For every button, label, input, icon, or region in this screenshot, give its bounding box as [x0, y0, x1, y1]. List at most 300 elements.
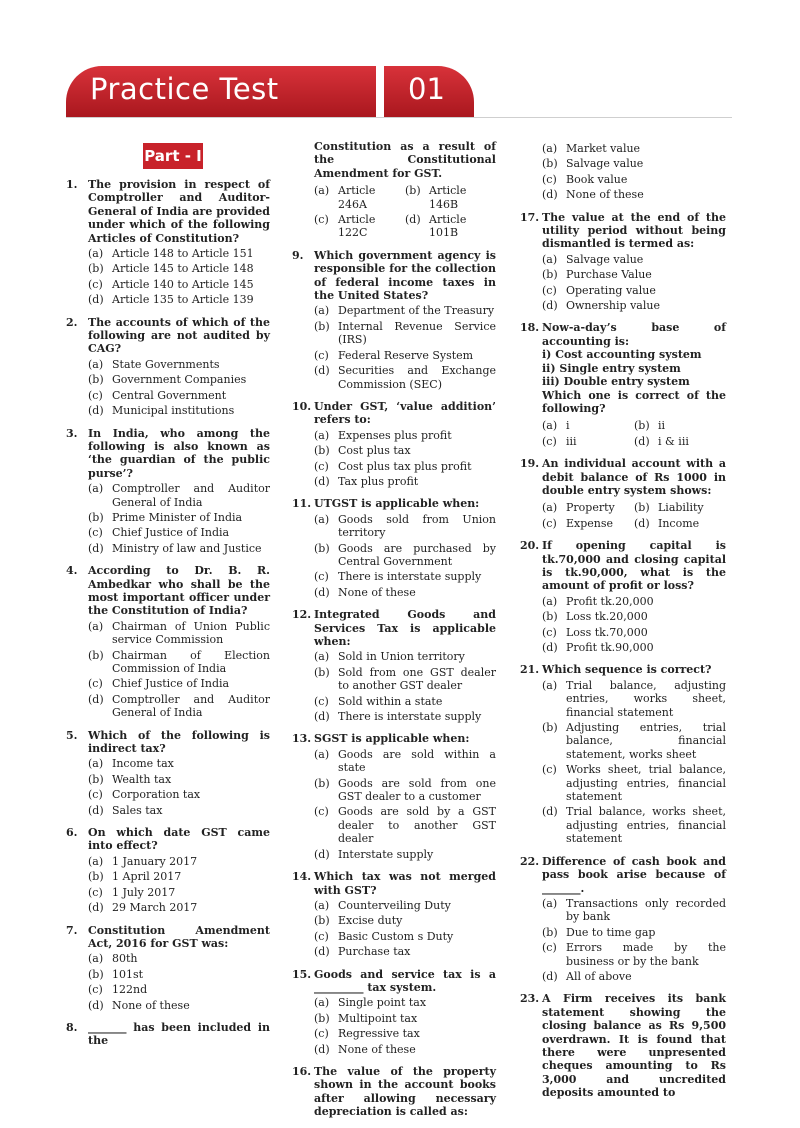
option-letter: (b): [542, 268, 558, 282]
question-number: 21.: [520, 663, 540, 677]
answer-option: [88, 757, 270, 770]
option-text: Regressive tax: [338, 1027, 420, 1041]
option-text: i & iii: [658, 434, 689, 448]
question-number: 17.: [520, 210, 540, 224]
answer-option: [88, 278, 270, 291]
question-number: 5.: [66, 728, 78, 742]
option-text: Department of the Treasury: [338, 304, 495, 318]
option-letter: (d): [634, 516, 650, 530]
question-text: SGST is applicable when:: [314, 732, 470, 746]
answer-option: [314, 848, 496, 861]
option-text: Loss tk.70,000: [566, 625, 648, 639]
question-item: [520, 211, 726, 313]
answer-option: [542, 595, 726, 608]
answer-option: [314, 899, 496, 912]
answer-option: [88, 247, 270, 260]
answer-option: [542, 763, 726, 803]
part-label: Part - I: [143, 143, 203, 169]
answer-option: [314, 444, 496, 457]
answer-option: [88, 542, 270, 555]
option-letter: (a): [88, 357, 104, 371]
option-letter: (d): [405, 213, 421, 227]
answer-option: [542, 188, 726, 201]
option-letter: (b): [314, 914, 330, 928]
options-list: [314, 996, 496, 1056]
option-letter: (b): [542, 721, 558, 735]
question-number: 10.: [292, 399, 312, 413]
question-item: [520, 457, 726, 530]
question-number: 18.: [520, 321, 540, 335]
answer-option: [542, 268, 726, 281]
option-letter: (d): [88, 404, 104, 418]
options-list: [88, 247, 270, 307]
option-letter: (a): [314, 512, 330, 526]
header-rule: [66, 117, 732, 118]
answer-option: [88, 677, 270, 690]
option-text: Salvage value: [566, 252, 644, 266]
answer-option: [88, 649, 270, 676]
option-text: Income: [658, 516, 700, 530]
answer-option: [314, 586, 496, 599]
option-text: Sold within a state: [338, 694, 443, 708]
option-letter: (d): [88, 293, 104, 307]
option-text: Central Government: [112, 388, 227, 402]
option-letter: (b): [314, 541, 330, 555]
option-letter: (a): [88, 247, 104, 261]
question-text: UTGST is applicable when:: [314, 497, 480, 511]
answer-option: [314, 429, 496, 442]
answer-option: [314, 945, 496, 958]
answer-option: [88, 389, 270, 402]
option-letter: (c): [314, 1027, 329, 1041]
answer-option: [314, 320, 496, 347]
answer-option: [542, 970, 726, 983]
answer-option: [542, 517, 634, 530]
question-text: Which government agency is responsible for the collection of federal income taxes in the United States?: [314, 248, 496, 303]
question-statement: i) Cost accounting system: [542, 348, 702, 362]
option-text: Government Companies: [112, 373, 247, 387]
answer-option: [88, 886, 270, 899]
option-letter: (b): [542, 157, 558, 171]
answer-option: [634, 435, 726, 448]
answer-option: [314, 930, 496, 943]
option-text: None of these: [338, 1042, 416, 1056]
question-text: An individual account with a debit balance of Rs 1000 in double entry system shows:: [542, 457, 726, 497]
option-text: Counterveiling Duty: [338, 898, 451, 912]
option-letter: (b): [88, 373, 104, 387]
option-text: Article 145 to Article 148: [112, 262, 254, 276]
answer-option: [88, 788, 270, 801]
option-letter: (a): [542, 142, 558, 155]
option-text: ii: [658, 419, 666, 433]
question-text: In India, who among the following is also known as ‘the guardian of the public purse’?: [88, 426, 270, 480]
option-letter: (a): [88, 757, 104, 771]
option-letter: (c): [542, 763, 557, 777]
option-letter: (d): [314, 364, 330, 378]
answer-option: [314, 475, 496, 488]
option-text: Trial balance, works sheet, adjusting entries, financial statement: [566, 805, 726, 846]
option-letter: (b): [314, 1011, 330, 1025]
answer-option: [314, 184, 405, 211]
options-list: [542, 253, 726, 313]
option-text: Comptroller and Auditor General of India: [112, 482, 270, 509]
answer-option: [314, 710, 496, 723]
question-item: [520, 539, 726, 654]
option-text: Sales tax: [112, 803, 163, 817]
option-letter: (d): [88, 803, 104, 817]
question-text: Constitution as a result of the Constitutional Amendment for GST.: [314, 140, 496, 180]
answer-option: [88, 983, 270, 996]
option-text: Property: [566, 501, 615, 515]
question-column-2: [292, 140, 496, 1128]
question-item: [66, 729, 270, 817]
options-list: [314, 748, 496, 861]
question-item: [66, 178, 270, 307]
option-letter: (b): [542, 925, 558, 939]
question-statement: ii) Single entry system: [542, 361, 681, 375]
option-text: Interstate supply: [338, 847, 434, 861]
question-item: [66, 1021, 270, 1048]
answer-option: [88, 358, 270, 371]
option-letter: (d): [542, 299, 558, 313]
option-text: Adjusting entries, trial balance, financial statement, works sheet: [566, 721, 726, 761]
answer-option: [634, 517, 726, 530]
question-item: [292, 140, 496, 240]
option-text: Chief Justice of India: [112, 526, 230, 540]
option-letter: (a): [314, 428, 330, 442]
answer-option: [542, 142, 726, 155]
option-letter: (b): [88, 510, 104, 524]
answer-option: [542, 641, 726, 654]
option-letter: (c): [314, 570, 329, 584]
answer-option: [88, 482, 270, 509]
answer-option: [542, 897, 726, 924]
option-text: Operating value: [566, 283, 656, 297]
option-letter: (a): [88, 482, 104, 496]
question-text: Which of the following is indirect tax?: [88, 728, 270, 756]
option-letter: (c): [314, 805, 329, 819]
question-text: Under GST, ‘value addition’ refers to:: [314, 399, 496, 427]
answer-option: [88, 373, 270, 386]
answer-option: [314, 996, 496, 1009]
options-list: [542, 897, 726, 983]
option-text: Expense: [566, 516, 614, 530]
option-letter: (a): [314, 650, 330, 664]
option-text: Article 101B: [429, 213, 467, 240]
option-letter: (d): [542, 969, 558, 983]
answer-option: [314, 1027, 496, 1040]
option-text: Federal Reserve System: [338, 348, 474, 362]
option-text: iii: [566, 434, 577, 448]
question-text: Goods and service tax is a _________ tax system.: [314, 967, 496, 994]
option-text: Ownership value: [566, 299, 660, 313]
question-item: [66, 316, 270, 418]
answer-option: [542, 253, 726, 266]
option-letter: (b): [88, 967, 104, 981]
option-text: Wealth tax: [112, 772, 172, 786]
question-number: 20.: [520, 539, 540, 553]
option-text: Municipal institutions: [112, 404, 235, 418]
answer-option: [88, 262, 270, 275]
answer-option: [88, 526, 270, 539]
option-letter: (c): [542, 283, 557, 297]
answer-option: [314, 805, 496, 845]
option-letter: (d): [314, 847, 330, 861]
option-letter: (a): [542, 419, 558, 433]
answer-option: [314, 695, 496, 708]
question-text: The value of the property shown in the account books after allowing necessary depreciation is called as:: [314, 1064, 496, 1119]
option-text: Excise duty: [338, 914, 403, 928]
option-letter: (c): [314, 694, 329, 708]
answer-option: [542, 435, 634, 448]
options-list: [88, 358, 270, 418]
option-letter: (c): [88, 526, 103, 540]
question-number: 1.: [66, 178, 78, 191]
answer-option: [314, 748, 496, 775]
option-letter: (a): [542, 896, 558, 910]
answer-option: [88, 870, 270, 883]
option-letter: (a): [88, 854, 104, 868]
option-text: Transactions only recorded by bank: [566, 896, 726, 924]
answer-option: [542, 299, 726, 312]
option-text: Article 140 to Article 145: [112, 277, 254, 291]
option-letter: (d): [314, 945, 330, 959]
option-text: Chairman of Union Public service Commission: [112, 619, 270, 647]
option-text: Multipoint tax: [338, 1011, 418, 1025]
question-statement: iii) Double entry system: [542, 375, 690, 389]
answer-option: [88, 773, 270, 786]
question-number: 14.: [292, 870, 312, 884]
question-number: 8.: [66, 1020, 78, 1034]
answer-option: [542, 626, 726, 639]
option-text: 1 January 2017: [112, 854, 198, 868]
question-column-1: [66, 178, 270, 1057]
options-list: [542, 679, 726, 846]
answer-option: [314, 364, 496, 391]
answer-option: [314, 666, 496, 693]
option-text: Goods are sold from one GST dealer to a customer: [338, 776, 496, 804]
option-letter: (a): [314, 898, 330, 912]
answer-option: [314, 1043, 496, 1056]
question-number: 22.: [520, 854, 540, 868]
answer-option: [314, 460, 496, 473]
option-letter: (c): [542, 941, 557, 955]
answer-option: [542, 679, 726, 719]
question-item: [520, 855, 726, 984]
options-list: [88, 620, 270, 720]
question-number: 2.: [66, 315, 78, 329]
answer-option: [314, 513, 496, 540]
option-text: None of these: [566, 188, 644, 202]
answer-option: [314, 213, 405, 240]
answer-option: [88, 952, 270, 965]
option-text: Goods are purchased by Central Government: [338, 541, 496, 568]
option-letter: (c): [314, 348, 329, 362]
practice-test-banner: [66, 66, 445, 118]
question-text: Integrated Goods and Services Tax is applicable when:: [314, 608, 496, 648]
option-letter: (a): [314, 184, 330, 198]
answer-option: [314, 304, 496, 317]
option-letter: (c): [314, 459, 329, 473]
option-text: Article 135 to Article 139: [112, 293, 254, 307]
answer-option: [542, 610, 726, 623]
option-letter: (b): [88, 870, 104, 884]
option-letter: (d): [314, 474, 330, 488]
test-number: 01: [408, 72, 445, 106]
option-letter: (a): [542, 501, 558, 515]
option-letter: (d): [314, 710, 330, 724]
option-text: Cost plus tax: [338, 444, 411, 458]
answer-option: [542, 173, 726, 186]
option-text: All of above: [566, 969, 632, 983]
answer-option: [88, 855, 270, 868]
option-text: Goods sold from Union territory: [338, 512, 496, 540]
option-letter: (c): [542, 172, 557, 186]
option-text: Internal Revenue Service (IRS): [338, 319, 496, 347]
answer-option: [88, 968, 270, 981]
option-letter: (b): [314, 776, 330, 790]
page-title: Practice Test: [90, 72, 279, 106]
options-list: [314, 650, 496, 723]
answer-option: [542, 926, 726, 939]
question-text: A Firm receives its bank statement showing the closing balance as Rs 9,500 overdrawn. It is found that there were unpresented cheques amounting to Rs 3,000 and uncredited deposits amounted to: [542, 992, 726, 1100]
question-number: 13.: [292, 732, 312, 746]
option-letter: (c): [88, 677, 103, 691]
question-text: Which sequence is correct?: [542, 663, 712, 677]
option-text: 1 July 2017: [112, 885, 176, 899]
answer-option: [405, 213, 496, 240]
question-item: [292, 968, 496, 1056]
option-text: Article 122C: [338, 213, 376, 240]
question-item: [520, 663, 726, 845]
option-letter: (d): [542, 805, 558, 819]
option-text: Chief Justice of India: [112, 677, 230, 691]
option-text: Loss tk.20,000: [566, 610, 648, 624]
option-letter: (c): [88, 388, 103, 402]
answer-option: [314, 570, 496, 583]
question-number: 7.: [66, 923, 78, 937]
answer-option: [88, 620, 270, 647]
option-text: 29 March 2017: [112, 901, 198, 915]
answer-option: [405, 184, 496, 211]
answer-option: [314, 914, 496, 927]
options-list: [314, 182, 496, 240]
question-item: [292, 249, 496, 391]
question-text: Which tax was not merged with GST?: [314, 870, 496, 897]
question-text: If opening capital is tk.70,000 and closing capital is tk.90,000, what is the amount of profit or loss?: [542, 539, 726, 593]
option-text: Income tax: [112, 757, 174, 771]
option-letter: (d): [314, 585, 330, 599]
answer-option: [542, 419, 634, 432]
question-number: 3.: [66, 426, 78, 440]
option-text: None of these: [338, 585, 416, 599]
option-letter: (a): [314, 304, 330, 318]
option-text: Due to time gap: [566, 925, 656, 939]
options-list: [88, 757, 270, 817]
option-text: Basic Custom s Duty: [338, 929, 454, 943]
question-number: 15.: [292, 967, 312, 981]
option-letter: (d): [88, 901, 104, 915]
option-letter: (b): [314, 319, 330, 333]
question-text: The provision in respect of Comptroller and Auditor-General of India are provided under which of the following Articles of Constitution?: [88, 178, 270, 245]
option-letter: (d): [314, 1042, 330, 1056]
option-letter: (c): [88, 277, 103, 291]
option-letter: (c): [314, 929, 329, 943]
option-text: Ministry of law and Justice: [112, 541, 262, 555]
option-text: i: [566, 419, 570, 433]
answer-option: [88, 804, 270, 817]
option-letter: (b): [88, 772, 104, 786]
option-letter: (a): [542, 678, 558, 692]
option-text: Single point tax: [338, 996, 427, 1010]
option-letter: (d): [88, 692, 104, 706]
option-text: Goods are sold by a GST dealer to another GST dealer: [338, 805, 496, 846]
question-item: [292, 400, 496, 488]
option-text: Salvage value: [566, 157, 644, 171]
option-letter: (a): [314, 747, 330, 761]
option-text: Article 146B: [429, 184, 467, 211]
options-list: [88, 952, 270, 1012]
option-letter: (d): [88, 541, 104, 555]
option-text: State Governments: [112, 357, 220, 371]
answer-option: [314, 349, 496, 362]
answer-option: [542, 157, 726, 170]
answer-option: [88, 901, 270, 914]
options-list: [314, 304, 496, 390]
question-text: Now-a-day’s base of accounting is:: [542, 321, 726, 348]
options-list: [314, 429, 496, 489]
question-text: Constitution Amendment Act, 2016 for GST was:: [88, 923, 270, 950]
question-number: 9.: [292, 248, 304, 262]
option-letter: (b): [314, 665, 330, 679]
option-letter: (b): [634, 419, 650, 433]
option-text: Errors made by the business or by the bank: [566, 941, 726, 968]
option-text: Cost plus tax plus profit: [338, 459, 472, 473]
question-item: [292, 732, 496, 861]
option-letter: (b): [88, 262, 104, 276]
option-letter: (d): [634, 434, 650, 448]
option-letter: (d): [88, 998, 104, 1012]
question-item: [292, 608, 496, 723]
question-item: [66, 826, 270, 914]
option-text: Market value: [566, 142, 641, 155]
options-list: [314, 513, 496, 599]
options-list: [542, 595, 726, 655]
question-item: [292, 1065, 496, 1119]
question-text: According to Dr. B. R. Ambedkar who shall be the most important officer under the Constitution of India?: [88, 564, 270, 618]
option-letter: (c): [88, 983, 103, 997]
question-item: [66, 427, 270, 556]
option-letter: (b): [634, 501, 650, 515]
option-letter: (c): [542, 516, 557, 530]
answer-option: [542, 941, 726, 968]
option-letter: (b): [88, 648, 104, 662]
option-text: Book value: [566, 172, 628, 186]
question-number: 4.: [66, 564, 78, 578]
answer-option: [88, 999, 270, 1012]
option-text: Trial balance, adjusting entries, works sheet, financial statement: [566, 678, 726, 719]
option-letter: (b): [405, 184, 421, 198]
options-list: [88, 855, 270, 915]
answer-option: [634, 501, 726, 514]
options-list: [542, 142, 726, 202]
question-item: [520, 321, 726, 448]
answer-option: [542, 721, 726, 761]
option-letter: (b): [542, 610, 558, 624]
option-text: There is interstate supply: [338, 710, 482, 724]
option-letter: (a): [542, 252, 558, 266]
option-letter: (c): [542, 625, 557, 639]
